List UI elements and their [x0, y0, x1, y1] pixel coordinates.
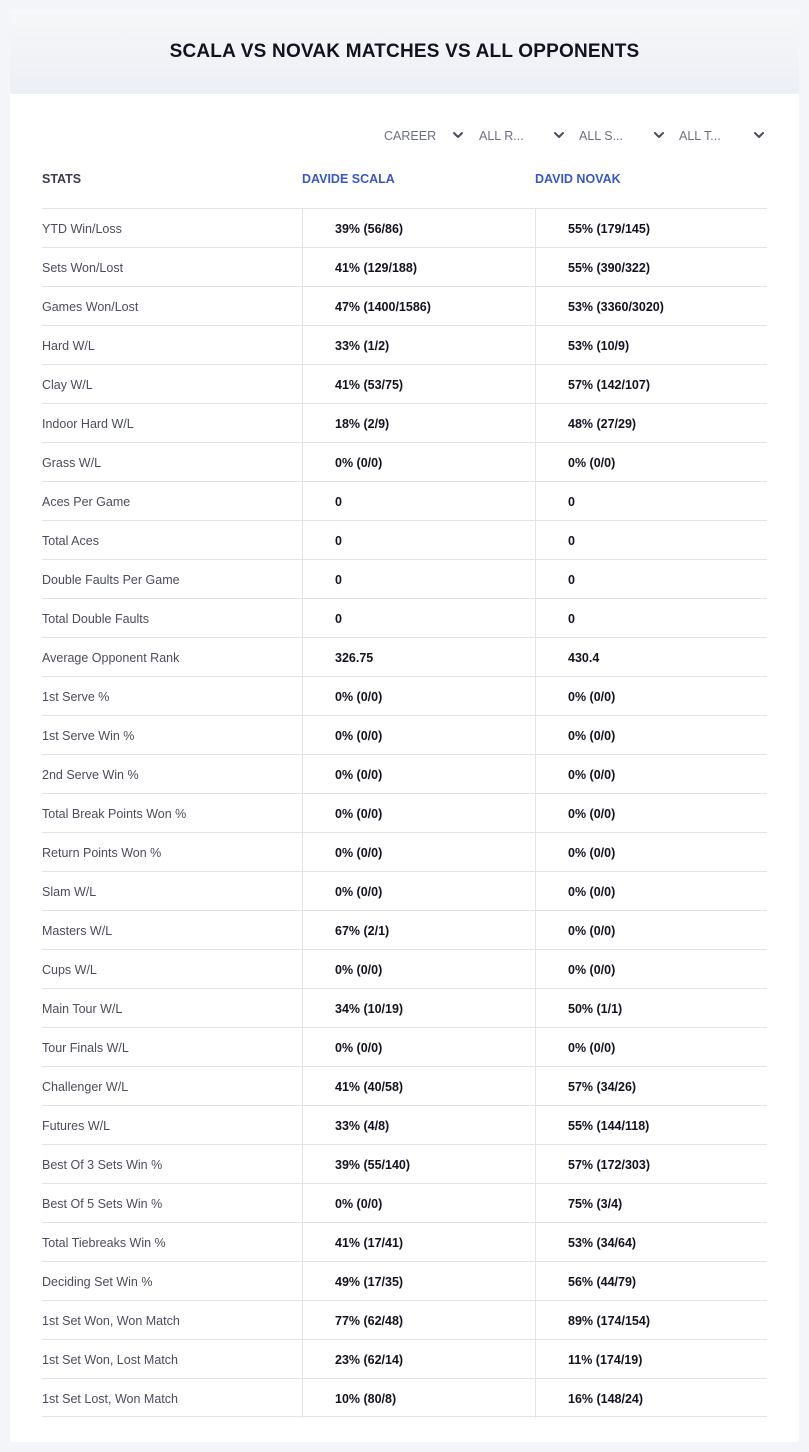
player2-value: 0% (0/0): [535, 872, 767, 911]
player1-value: 0% (0/0): [302, 833, 535, 872]
stat-label: Aces Per Game: [42, 494, 131, 509]
stat-label: Deciding Set Win %: [42, 1274, 153, 1289]
player1-value: 41% (53/75): [302, 365, 535, 404]
table-row: [42, 1300, 767, 1339]
stat-label: 2nd Serve Win %: [42, 767, 139, 782]
table-row: [42, 949, 767, 988]
stat-label: YTD Win/Loss: [42, 221, 122, 236]
table-row: [42, 403, 767, 442]
stats-table: [42, 208, 767, 1417]
player1-value: 47% (1400/1586): [302, 287, 535, 326]
stat-label: Main Tour W/L: [42, 1001, 123, 1016]
table-row: [42, 247, 767, 286]
player1-value: 0% (0/0): [302, 677, 535, 716]
player1-value: 77% (62/48): [302, 1301, 535, 1340]
stat-label: Tour Finals W/L: [42, 1040, 129, 1055]
stat-label: 1st Serve %: [42, 689, 110, 704]
player1-value: 0% (0/0): [302, 755, 535, 794]
stat-label: Total Aces: [42, 533, 99, 548]
chevron-down-icon: [753, 129, 765, 141]
player1-value: 33% (4/8): [302, 1106, 535, 1145]
player2-value: 55% (179/145): [535, 209, 767, 248]
stat-label: Clay W/L: [42, 377, 93, 392]
player1-value: 41% (17/41): [302, 1223, 535, 1262]
filter-round-label: ALL R...: [479, 129, 524, 143]
player2-value: 0: [535, 599, 767, 638]
table-row: [42, 1066, 767, 1105]
player2-value: 50% (1/1): [535, 989, 767, 1028]
filter-bar: [10, 126, 799, 146]
player1-value: 41% (40/58): [302, 1067, 535, 1106]
stat-label: Futures W/L: [42, 1118, 111, 1133]
page-title: SCALA VS NOVAK MATCHES VS ALL OPPONENTS: [169, 41, 640, 62]
stat-label: Total Tiebreaks Win %: [42, 1235, 166, 1250]
player2-value: 57% (34/26): [535, 1067, 767, 1106]
table-row: [42, 559, 767, 598]
player2-value: 57% (142/107): [535, 365, 767, 404]
player1-value: 0% (0/0): [302, 1028, 535, 1067]
table-row: [42, 364, 767, 403]
table-row: [42, 1261, 767, 1300]
player1-value: 0: [302, 599, 535, 638]
stats-card: [10, 10, 799, 1442]
table-row: [42, 1105, 767, 1144]
table-row: [42, 715, 767, 754]
player2-value: 53% (34/64): [535, 1223, 767, 1262]
player1-value: 0% (0/0): [302, 872, 535, 911]
player2-value: 55% (390/322): [535, 248, 767, 287]
player2-value: 57% (172/303): [535, 1145, 767, 1184]
table-row: [42, 598, 767, 637]
table-row: [42, 676, 767, 715]
card-header: [10, 10, 799, 94]
player1-value: 34% (10/19): [302, 989, 535, 1028]
filter-tournament-select[interactable]: [679, 126, 765, 146]
player2-value: 0: [535, 482, 767, 521]
player1-value: 0: [302, 560, 535, 599]
table-header: [42, 172, 767, 192]
player2-value: 0% (0/0): [535, 755, 767, 794]
player2-value: 56% (44/79): [535, 1262, 767, 1301]
table-row: [42, 325, 767, 364]
table-row: [42, 1183, 767, 1222]
table-row: [42, 208, 767, 247]
stat-label: Slam W/L: [42, 884, 97, 899]
player2-value: 0% (0/0): [535, 794, 767, 833]
table-row: [42, 871, 767, 910]
player1-value: 39% (56/86): [302, 209, 535, 248]
player1-value: 0% (0/0): [302, 443, 535, 482]
filter-period-label: CAREER: [384, 129, 437, 143]
filter-round-select[interactable]: [479, 126, 565, 146]
player1-value: 0: [302, 482, 535, 521]
player1-value: 41% (129/188): [302, 248, 535, 287]
stat-label: Games Won/Lost: [42, 299, 139, 314]
player2-value: 16% (148/24): [535, 1379, 767, 1418]
player1-value: 0% (0/0): [302, 716, 535, 755]
player2-link[interactable]: DAVID NOVAK: [535, 172, 621, 186]
table-row: [42, 1378, 767, 1417]
table-row: [42, 910, 767, 949]
player2-value: 55% (144/118): [535, 1106, 767, 1145]
filter-surface-select[interactable]: [579, 126, 665, 146]
chevron-down-icon: [553, 129, 565, 141]
chevron-down-icon: [653, 129, 665, 141]
stat-label: Grass W/L: [42, 455, 102, 470]
player2-value: 0% (0/0): [535, 443, 767, 482]
player2-value: 0% (0/0): [535, 911, 767, 950]
table-row: [42, 1144, 767, 1183]
player1-value: 326.75: [302, 638, 535, 677]
player1-value: 33% (1/2): [302, 326, 535, 365]
stats-column-header: STATS: [42, 172, 82, 186]
table-row: [42, 1222, 767, 1261]
table-row: [42, 520, 767, 559]
stat-label: 1st Set Won, Lost Match: [42, 1352, 178, 1367]
player2-value: 0% (0/0): [535, 677, 767, 716]
player1-value: 10% (80/8): [302, 1379, 535, 1418]
filter-tournament-label: ALL T...: [679, 129, 721, 143]
player2-value: 0% (0/0): [535, 1028, 767, 1067]
stat-label: Total Break Points Won %: [42, 806, 187, 821]
player1-value: 0% (0/0): [302, 1184, 535, 1223]
table-row: [42, 988, 767, 1027]
stat-label: Masters W/L: [42, 923, 113, 938]
stat-label: Best Of 3 Sets Win %: [42, 1157, 163, 1172]
table-row: [42, 1027, 767, 1066]
stat-label: Return Points Won %: [42, 845, 162, 860]
player1-value: 18% (2/9): [302, 404, 535, 443]
table-row: [42, 442, 767, 481]
table-row: [42, 832, 767, 871]
table-row: [42, 637, 767, 676]
table-row: [42, 793, 767, 832]
player2-value: 0% (0/0): [535, 833, 767, 872]
stat-label: Average Opponent Rank: [42, 650, 180, 665]
player2-value: 11% (174/19): [535, 1340, 767, 1379]
player1-value: 0: [302, 521, 535, 560]
table-row: [42, 481, 767, 520]
player2-value: 0: [535, 560, 767, 599]
player2-value: 89% (174/154): [535, 1301, 767, 1340]
table-row: [42, 286, 767, 325]
stat-label: 1st Set Won, Won Match: [42, 1313, 180, 1328]
player1-value: 49% (17/35): [302, 1262, 535, 1301]
stat-label: Sets Won/Lost: [42, 260, 124, 275]
player1-value: 0% (0/0): [302, 794, 535, 833]
player2-value: 53% (3360/3020): [535, 287, 767, 326]
filter-surface-label: ALL S...: [579, 129, 624, 143]
player2-value: 0% (0/0): [535, 950, 767, 989]
stat-label: Double Faults Per Game: [42, 572, 180, 587]
player1-link[interactable]: DAVIDE SCALA: [302, 172, 395, 186]
player2-value: 0: [535, 521, 767, 560]
stat-label: Best Of 5 Sets Win %: [42, 1196, 163, 1211]
stat-label: 1st Serve Win %: [42, 728, 135, 743]
player1-value: 0% (0/0): [302, 950, 535, 989]
player2-value: 75% (3/4): [535, 1184, 767, 1223]
player1-value: 39% (55/140): [302, 1145, 535, 1184]
table-row: [42, 754, 767, 793]
player2-value: 0% (0/0): [535, 716, 767, 755]
filter-period-select[interactable]: [384, 126, 464, 146]
chevron-down-icon: [452, 129, 464, 141]
player1-value: 23% (62/14): [302, 1340, 535, 1379]
player1-value: 67% (2/1): [302, 911, 535, 950]
player2-value: 48% (27/29): [535, 404, 767, 443]
player2-value: 53% (10/9): [535, 326, 767, 365]
stat-label: Cups W/L: [42, 962, 97, 977]
stat-label: 1st Set Lost, Won Match: [42, 1391, 178, 1406]
stat-label: Challenger W/L: [42, 1079, 129, 1094]
player2-value: 430.4: [535, 638, 767, 677]
stat-label: Indoor Hard W/L: [42, 416, 134, 431]
table-row: [42, 1339, 767, 1378]
stat-label: Hard W/L: [42, 338, 95, 353]
stat-label: Total Double Faults: [42, 611, 150, 626]
